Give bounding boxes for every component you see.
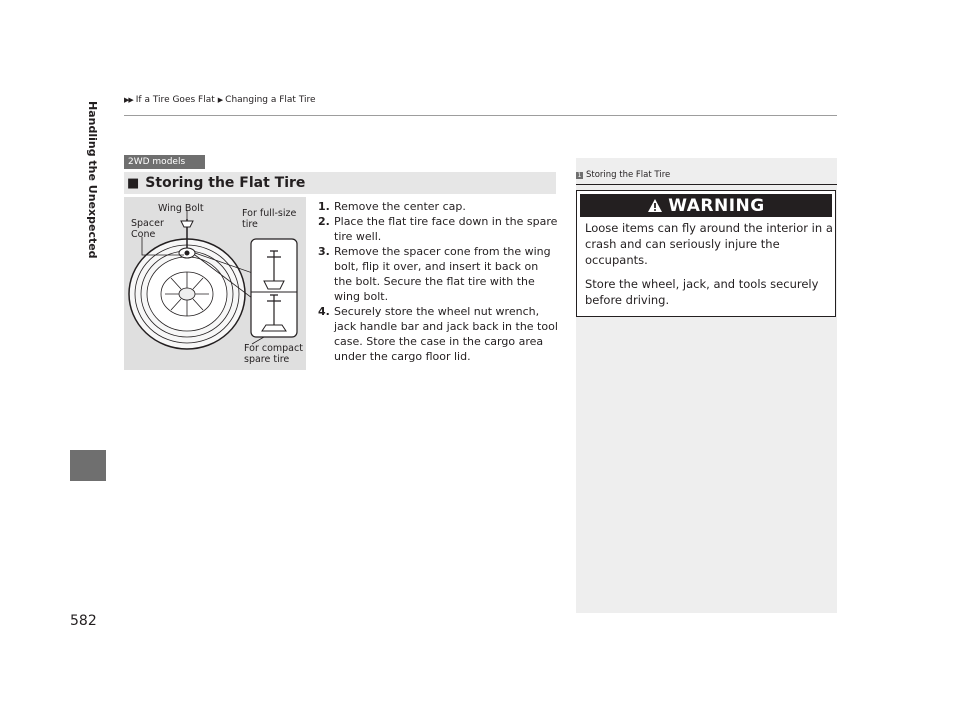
header-rule [124,115,837,116]
step-text: Securely store the wheel nut wrench, jack handle bar and jack back in the tool case. Store the case in the cargo area under the cargo floor lid. [334,305,558,363]
warning-banner [580,194,832,217]
section-title: Storing the Flat Tire [145,175,306,191]
arrow-icon: ▶ [217,96,223,104]
step-number: 1. [318,200,330,213]
step-text: Remove the spacer cone from the wing bolt, flip it over, and insert it back on the bolt. Secure the flat tire with the wing bolt. [334,245,551,303]
warning-box [576,190,836,317]
compact-spare-label: For compact spare tire [244,343,303,365]
step-text: Remove the center cap. [334,200,466,213]
tire-illustration [124,197,306,370]
square-bullet-icon: ■ [127,175,140,191]
full-size-label: For full-size tire [242,208,297,230]
warning-paragraph: Loose items can fly around the interior in a crash and can seriously injure the occupants. [585,221,833,267]
warning-triangle-icon [647,198,663,213]
chapter-tab-marker [70,450,106,481]
wing-bolt-label: Wing Bolt [158,203,204,214]
note-heading-text[interactable]: Storing the Flat Tire [586,170,671,180]
step-number: 2. [318,215,330,228]
breadcrumb-item[interactable]: Changing a Flat Tire [225,95,316,105]
model-badge: 2WD models [124,155,205,169]
list-item [318,199,558,214]
list-item [318,304,558,364]
breadcrumb [124,95,316,105]
cone-inset [251,239,297,337]
double-arrow-icon: ▶▶ [124,96,133,104]
list-item [318,244,558,304]
note-heading [576,170,836,180]
warning-text [585,220,833,316]
instruction-list [318,199,558,364]
section-heading [124,172,556,194]
chapter-tab-label[interactable]: Handling the Unexpected [86,101,99,259]
note-rule [576,184,837,185]
breadcrumb-item[interactable]: If a Tire Goes Flat [135,95,215,105]
list-item [318,214,558,244]
page-number: 582 [70,613,97,629]
reference-icon: 1 [577,171,582,179]
warning-title: WARNING [668,195,765,216]
spacer-cone-label: Spacer Cone [131,218,164,240]
step-number: 3. [318,245,330,258]
step-number: 4. [318,305,330,318]
step-text: Place the flat tire face down in the spare tire well. [334,215,558,243]
warning-paragraph: Store the wheel, jack, and tools securely before driving. [585,277,819,307]
